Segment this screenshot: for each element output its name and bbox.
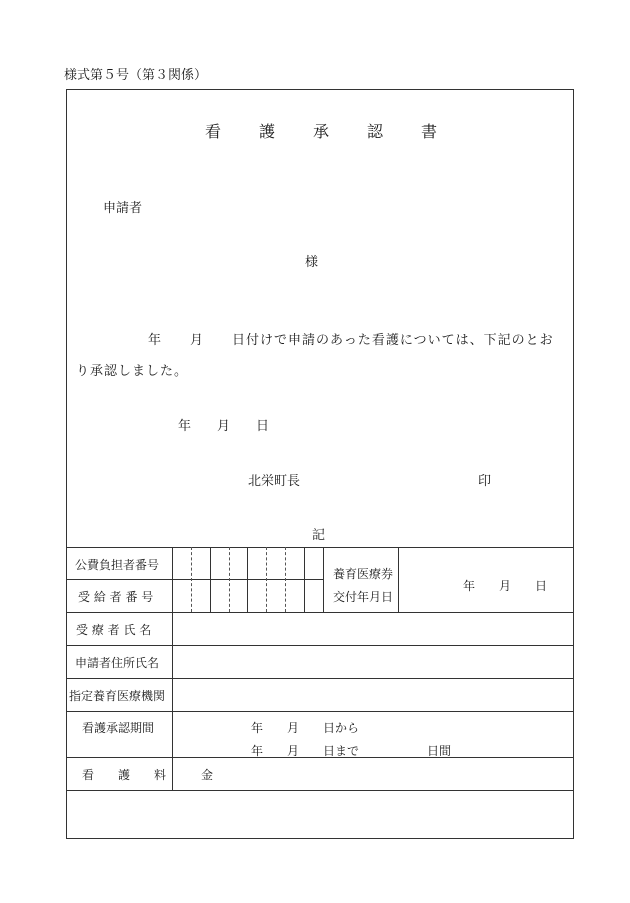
body-line-2: り承認しました。 [76,364,189,379]
ticket-label-divider [323,547,324,612]
applicant-address-label: 申請者住所氏名 [75,656,160,670]
row-divider [66,790,573,791]
signer-name: 北栄町長 [248,474,301,489]
label-column-divider [172,547,173,790]
period-days: 日間 [427,744,452,758]
digit-divider [285,547,286,612]
record-mark: 記 [312,528,326,543]
body-line-1: 年 月 日付けで申請のあった看護については、下記のとお [148,333,554,348]
period-from: 年 月 日から [251,721,360,735]
title-char: 承 [312,122,329,141]
digit-group-divider [247,547,248,612]
public-payer-number-label: 公費負担者番号 [75,558,160,572]
title-char: 認 [366,122,383,141]
seal-mark: 印 [478,474,492,489]
row-divider [66,678,573,679]
ticket-date: 年 月 日 [463,579,548,593]
digit-group-divider [304,547,305,612]
row-divider [66,711,573,712]
title-char: 書 [420,122,437,141]
document-title [186,119,456,142]
form-number: 様式第５号（第３関係） [64,68,208,83]
digit-divider [266,547,267,612]
title-char: 護 [258,122,275,141]
row-divider [66,645,573,646]
honorific: 様 [305,255,319,270]
patient-name-label: 受 療 者 氏 名 [76,623,152,637]
ticket-label-line-1: 養育医療券 [333,567,394,581]
period-to: 年 月 日まで [251,744,360,758]
nursing-period-label: 看護承認期間 [82,721,155,735]
digit-divider [191,547,192,612]
title-char: 看 [204,122,221,141]
issue-date: 年 月 日 [178,419,270,434]
nursing-fee-label: 看 護 料 [82,768,167,782]
table-top-border [66,547,573,548]
digit-group-divider [210,547,211,612]
fee-prefix: 金 [201,768,214,782]
row-divider [66,612,573,613]
designated-institution-label: 指定養育医療機関 [69,689,166,703]
ticket-label-line-2: 交付年月日 [333,590,394,604]
ticket-date-divider [398,547,399,612]
recipient-number-label: 受 給 者 番 号 [78,590,154,604]
digit-divider [229,547,230,612]
applicant-label: 申請者 [103,201,143,216]
